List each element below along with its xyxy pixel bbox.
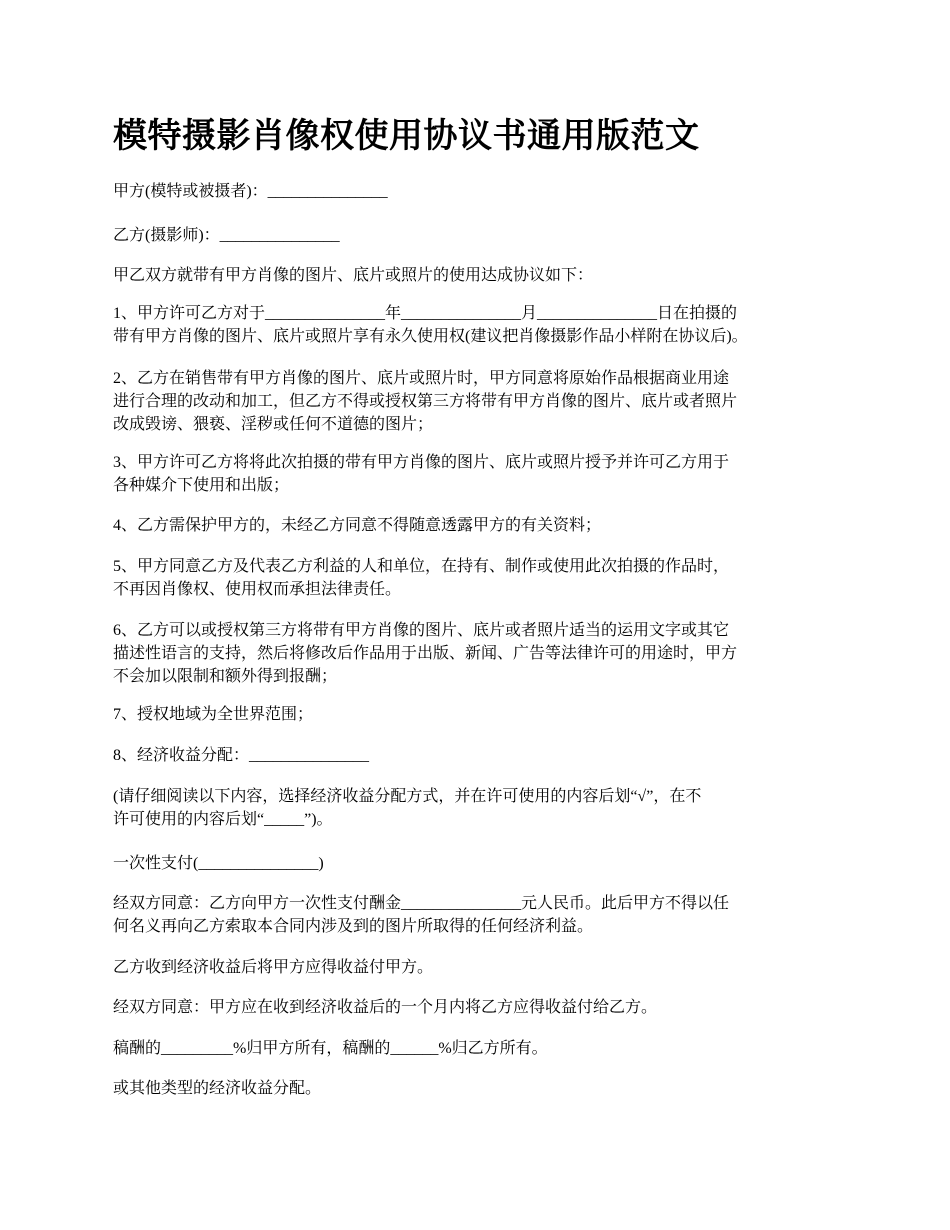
text-line: 甲方(模特或被摄者)：_______________ — [113, 183, 388, 200]
text-line: 6、乙方可以或授权第三方将带有甲方肖像的图片、底片或者照片适当的运用文字或其它 — [113, 622, 730, 639]
text-line: 5、甲方同意乙方及代表乙方利益的人和单位，在持有、制作或使用此次拍摄的作品时， — [113, 558, 730, 575]
clause-8 — [113, 744, 843, 767]
clause-5 — [113, 555, 843, 601]
other-distribution — [113, 1077, 843, 1100]
text-line: 甲乙双方就带有甲方肖像的图片、底片或照片的使用达成协议如下： — [113, 267, 594, 284]
clause-3 — [113, 451, 843, 497]
text-line: 经双方同意：乙方向甲方一次性支付酬金_______________元人民币。此后甲方不得以任 — [113, 895, 730, 912]
text-line: 带有甲方肖像的图片、底片或照片享有永久使用权(建议把肖像摄影作品小样附在协议后)。 — [113, 328, 748, 345]
text-line: 描述性语言的支持，然后将修改后作品用于出版、新闻、广告等法律许可的用途时，甲方 — [113, 645, 738, 662]
lump-sum-detail — [113, 892, 843, 938]
text-line: 一次性支付(_______________) — [113, 855, 324, 872]
text-line: 不再因肖像权、使用权而承担法律责任。 — [113, 581, 402, 598]
option-lump-sum — [113, 852, 843, 875]
clause-4 — [113, 514, 843, 537]
royalty-split — [113, 1037, 843, 1060]
text-line: 乙方收到经济收益后将甲方应得收益付甲方。 — [113, 959, 434, 976]
text-line: 3、甲方许可乙方将将此次拍摄的带有甲方肖像的图片、底片或照片授予并许可乙方用于 — [113, 454, 730, 471]
text-line: 7、授权地域为全世界范围； — [113, 706, 314, 723]
text-line: 何名义再向乙方索取本合同内涉及到的图片所取得的任何经济利益。 — [113, 918, 594, 935]
text-line: 稿酬的_________%归甲方所有，稿酬的______%归乙方所有。 — [113, 1040, 548, 1057]
revenue-to-party-a — [113, 956, 843, 979]
text-line: 进行合理的改动和加工，但乙方不得或授权第三方将带有甲方肖像的图片、底片或者照片 — [113, 393, 738, 410]
document-title: 模特摄影肖像权使用协议书通用版范文 — [113, 116, 700, 156]
text-line: 8、经济收益分配：_______________ — [113, 747, 370, 764]
revenue-to-party-b — [113, 996, 843, 1019]
text-line: 4、乙方需保护甲方的，未经乙方同意不得随意透露甲方的有关资料； — [113, 517, 602, 534]
text-line: 2、乙方在销售带有甲方肖像的图片、底片或照片时，甲方同意将原始作品根据商业用途 — [113, 370, 730, 387]
text-line: 经双方同意：甲方应在收到经济收益后的一个月内将乙方应得收益付给乙方。 — [113, 999, 658, 1016]
party-a-line — [113, 180, 843, 203]
party-b-line — [113, 224, 843, 247]
clause-2 — [113, 367, 843, 436]
text-line: 乙方(摄影师)：_______________ — [113, 227, 340, 244]
selection-note — [113, 785, 843, 831]
text-line: 许可使用的内容后划“_____”)。 — [113, 811, 333, 828]
clause-1 — [113, 302, 843, 348]
clause-7 — [113, 703, 843, 726]
text-line: 或其他类型的经济收益分配。 — [113, 1080, 322, 1097]
text-line: 改成毁谤、猥亵、淫秽或任何不道德的图片； — [113, 416, 434, 433]
text-line: (请仔细阅读以下内容，选择经济收益分配方式，并在许可使用的内容后划“√”，在不 — [113, 788, 702, 805]
intro-paragraph — [113, 264, 843, 287]
text-line: 1、甲方许可乙方对于_______________年_______________月_______________日在拍摄的 — [113, 305, 738, 322]
text-line: 不会加以限制和额外得到报酬； — [113, 668, 338, 685]
clause-6 — [113, 619, 843, 688]
text-line: 各种媒介下使用和出版； — [113, 477, 290, 494]
